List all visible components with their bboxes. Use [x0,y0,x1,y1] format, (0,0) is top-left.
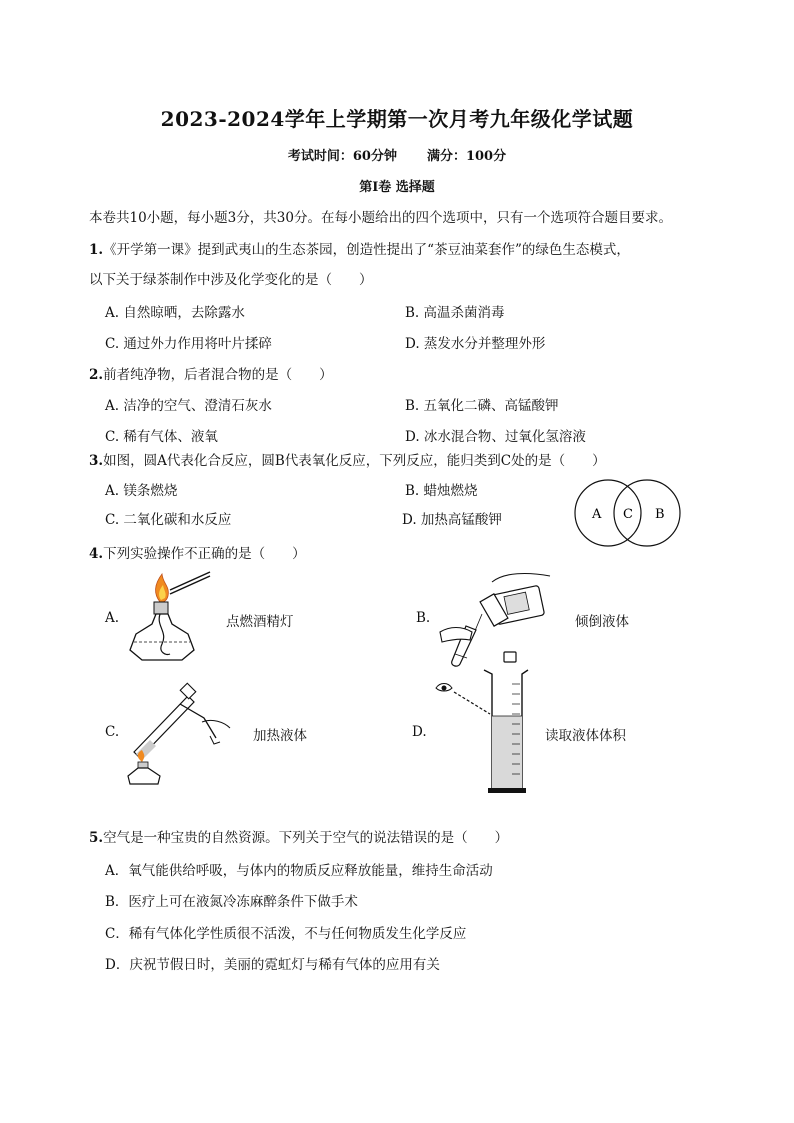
q4-number: 4. [89,546,104,562]
q5-stem: 空气是一种宝贵的自然资源。下列关于空气的说法错误的是（ ） [103,830,509,846]
q4-line [89,542,306,562]
q1-line1 [89,238,630,258]
q2-option-d: D. 冰水混合物、过氧化氢溶液 [405,429,586,445]
q1-option-c: C. 通过外力作用将叶片揉碎 [105,336,272,352]
q5-option-b: B．医疗上可在液氮冷冻麻醉条件下做手术 [105,894,358,910]
venn-diagram [570,475,685,551]
q5-number: 5. [89,830,104,846]
q4-option-b-letter: B. [416,610,431,626]
q3-line [89,449,606,469]
full-score: 满分：100分 [426,149,507,164]
q1-option-a: A. 自然晾晒，去除露水 [105,305,245,321]
q2-line [89,363,333,383]
q4-option-d-letter: D. [412,724,427,740]
q3-option-a: A. 镁条燃烧 [105,483,178,499]
q1-stem-line2: 以下关于绿茶制作中涉及化学变化的是（ ） [89,272,373,288]
q2-option-b: B. 五氧化二磷、高锰酸钾 [405,398,559,414]
q2-stem: 前者纯净物，后者混合物的是（ ） [103,367,333,383]
venn-label-b: B [655,507,665,522]
heating-liquid-figure [120,682,240,787]
venn-label-c: C [623,507,633,522]
q4-option-c-label: 加热液体 [253,728,307,744]
graduated-cylinder-figure [432,648,532,798]
q1-stem-line1: 《开学第一课》提到武夷山的生态茶园，创造性提出了“茶豆油菜套作”的绿色生态模式， [103,242,630,258]
q3-option-b: B. 蜡烛燃烧 [405,483,478,499]
venn-label-a: A [592,507,602,522]
exam-title: 2023-2024学年上学期第一次月考九年级化学试题 [160,107,634,131]
q1-option-d: D. 蒸发水分并整理外形 [405,336,546,352]
q5-line [89,826,508,846]
q4-option-c-letter: C. [105,724,120,740]
q4-option-a-letter: A. [105,610,120,626]
q5-option-d: D．庆祝节假日时，美丽的霓虹灯与稀有气体的应用有关 [105,957,440,973]
q3-option-c: C. 二氧化碳和水反应 [105,512,232,528]
q4-option-a-label: 点燃酒精灯 [226,614,294,630]
q4-option-b-label: 倾倒液体 [575,614,629,630]
section-title: 第I卷 选择题 [359,180,435,195]
q5-option-c: C．稀有气体化学性质很不活泼，不与任何物质发生化学反应 [105,926,467,942]
q2-number: 2. [89,367,104,383]
exam-info [0,145,794,164]
q2-option-c: C. 稀有气体、液氧 [105,429,218,445]
instructions: 本卷共10小题，每小题3分，共30分。在每小题给出的四个选项中，只有一个选项符合题目要求。 [89,210,672,226]
q1-option-b: B. 高温杀菌消毒 [405,305,505,321]
q5-option-a: A．氧气能供给呼吸，与体内的物质反应释放能量，维持生命活动 [105,863,493,879]
q3-stem: 如图，圆A代表化合反应，圆B代表氧化反应，下列反应，能归类到C处的是（ ） [103,453,606,469]
q4-option-d-label: 读取液体体积 [545,728,626,744]
q4-stem: 下列实验操作不正确的是（ ） [103,546,306,562]
q2-option-a: A. 洁净的空气、澄清石灰水 [105,398,272,414]
q3-number: 3. [89,453,104,469]
q1-number: 1. [89,242,104,258]
exam-time: 考试时间：60分钟 [287,149,397,164]
alcohol-lamp-lighting-figure [122,570,222,665]
q3-option-d: D. 加热高锰酸钾 [402,512,502,528]
